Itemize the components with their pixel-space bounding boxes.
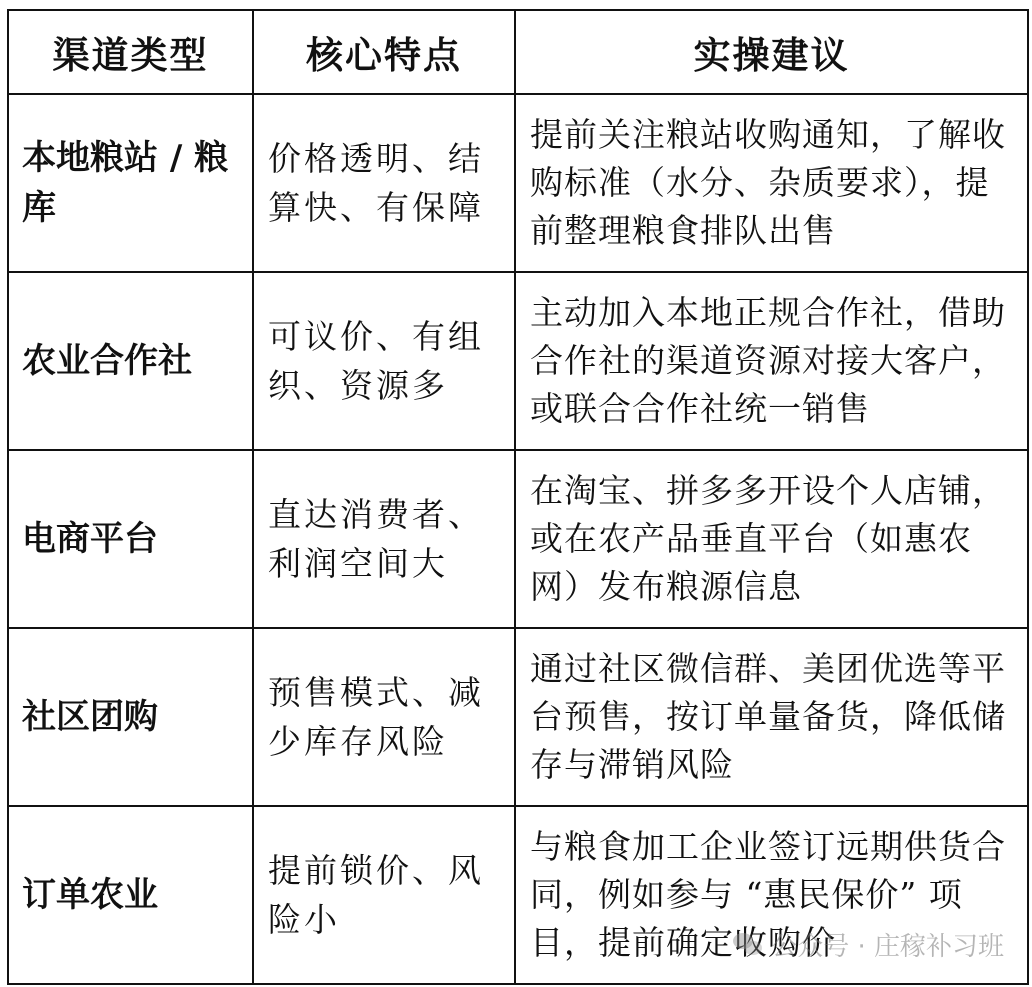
header-channel-type: 渠道类型: [8, 10, 253, 94]
practical-advice-cell: 通过社区微信群、美团优选等平台预售，按订单量备货，降低储存与滞销风险: [515, 628, 1028, 806]
table-row: [8, 94, 1028, 272]
watermark-text: 公众号 · 庄稼补习班: [771, 932, 1004, 962]
table-row: [8, 450, 1028, 628]
table-row: [8, 628, 1028, 806]
channel-type-cell: 本地粮站 / 粮库: [8, 94, 253, 272]
table-row: [8, 272, 1028, 450]
practical-advice-cell: 与粮食加工企业签订远期供货合同，例如参与 “惠民保价” 项目，提前确定收购价: [515, 806, 1028, 984]
table-row: [8, 806, 1028, 984]
practical-advice-cell: 主动加入本地正规合作社，借助合作社的渠道资源对接大客户，或联合合作社统一销售: [515, 272, 1028, 450]
core-features-cell: 直达消费者、利润空间大: [253, 450, 515, 628]
channel-type-cell: 社区团购: [8, 628, 253, 806]
header-core-features: 核心特点: [253, 10, 515, 94]
channel-type-cell: 订单农业: [8, 806, 253, 984]
channel-type-cell: 电商平台: [8, 450, 253, 628]
sales-channel-table: [7, 9, 1029, 985]
channel-type-cell: 农业合作社: [8, 272, 253, 450]
core-features-cell: 提前锁价、风险小: [253, 806, 515, 984]
core-features-cell: 可议价、有组织、资源多: [253, 272, 515, 450]
header-practical-advice: 实操建议: [515, 10, 1028, 94]
core-features-cell: 价格透明、结算快、有保障: [253, 94, 515, 272]
core-features-cell: 预售模式、减少库存风险: [253, 628, 515, 806]
practical-advice-cell: 提前关注粮站收购通知，了解收购标准（水分、杂质要求），提前整理粮食排队出售: [515, 94, 1028, 272]
practical-advice-cell: 在淘宝、拼多多开设个人店铺，或在农产品垂直平台（如惠农网）发布粮源信息: [515, 450, 1028, 628]
table-header-row: [8, 10, 1028, 94]
